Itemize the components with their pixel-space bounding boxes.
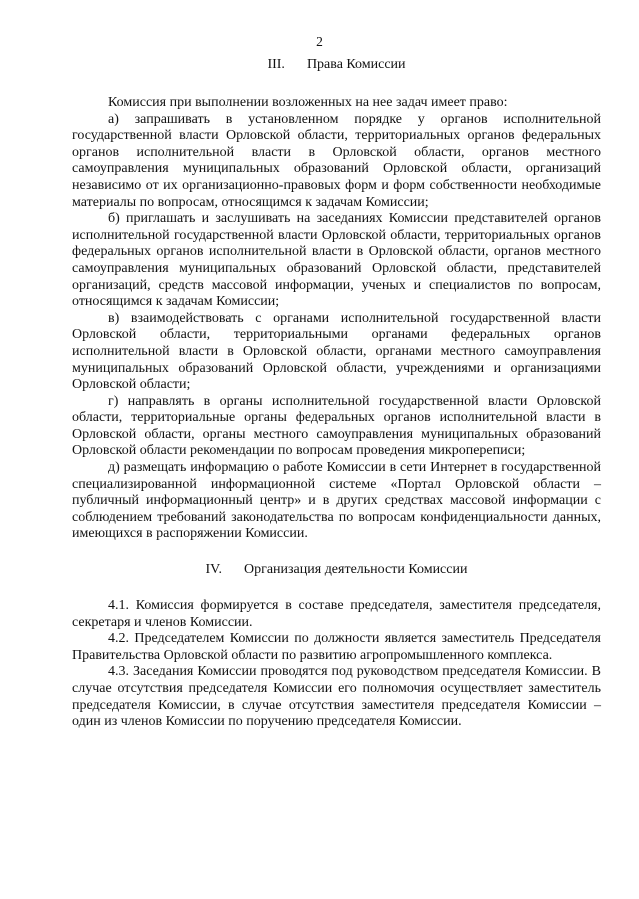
section-3-intro: Комиссия при выполнении возложенных на нее задач имеет право: (108, 95, 508, 110)
section-4-item-2: 4.2. Председателем Комиссии по должности является заместитель Председателя Правительства Орловской области по развитию агропромышленного комплекса. (72, 631, 601, 663)
section-3-item-v: в) взаимодействовать с органами исполнительной государственной власти Орловской области, территориальными органами федеральных органов исполнительной власти в Орловской области, органами местного самоуправления муниципальных образований Орловской области, учреждениями и организациями Орловской области; (72, 310, 601, 393)
section-4-heading (72, 561, 601, 578)
section-3-number: III. (267, 57, 285, 72)
section-3-item-b: б) приглашать и заслушивать на заседаниях Комиссии представителей органов исполнительной государственной власти Орловской области, территориальных органов федеральных органов исполнительной власти в Орловской области, органов местного самоуправления муниципальных образований Орловской области, представителей организаций, средств массовой информации, ученых и специалистов по вопросам, относящимся к задачам Комиссии; (72, 211, 601, 310)
section-3-item-d: д) размещать информацию о работе Комиссии в сети Интернет в государственной специализированной информационной системе «Портал Орловской области – публичный информационный центр» и в других средствах массовой информации с соблюдением требований законодательства по вопросам конфиденциальности данных, имеющихся в распоряжении Комиссии. (72, 460, 601, 542)
section-3-title: Права Комиссии (306, 57, 406, 72)
section-3-item-g: г) направлять в органы исполнительной государственной власти Орловской области, территориальные органы федеральных органов исполнительной власти в Орловской области, органы местного самоуправления муниципальных образований Орловской области рекомендации по вопросам проведения микропереписи; (72, 393, 601, 459)
page-number: 2 (316, 34, 323, 49)
section-3-heading (72, 56, 601, 73)
section-4-item-1: 4.1. Комиссия формируется в составе председателя, заместителя председателя, секретаря и членов Комиссии. (72, 598, 601, 630)
section-4-title: Организация деятельности Комиссии (243, 562, 468, 578)
section-4-number: IV. (205, 562, 222, 578)
section-4-item-3: 4.3. Заседания Комиссии проводятся под руководством председателя Комиссии. В случае отсутствия председателя Комиссии его полномочия осуществляет заместитель председателя Комиссии, в случае отсутствия заместителя председателя Комиссии – один из членов Комиссии по поручению председателя Комиссии. (72, 664, 601, 730)
section-3-item-a: а) запрашивать в установленном порядке у органов исполнительной государственной власти Орловской области, территориальных органов федеральных органов исполнительной власти в Орловской области, органов местного самоуправления муниципальных образований Орловской области, организаций независимо от их организационно-правовых форм и форм собственности необходимые материалы по вопросам, относящимся к задачам Комиссии; (72, 111, 601, 210)
